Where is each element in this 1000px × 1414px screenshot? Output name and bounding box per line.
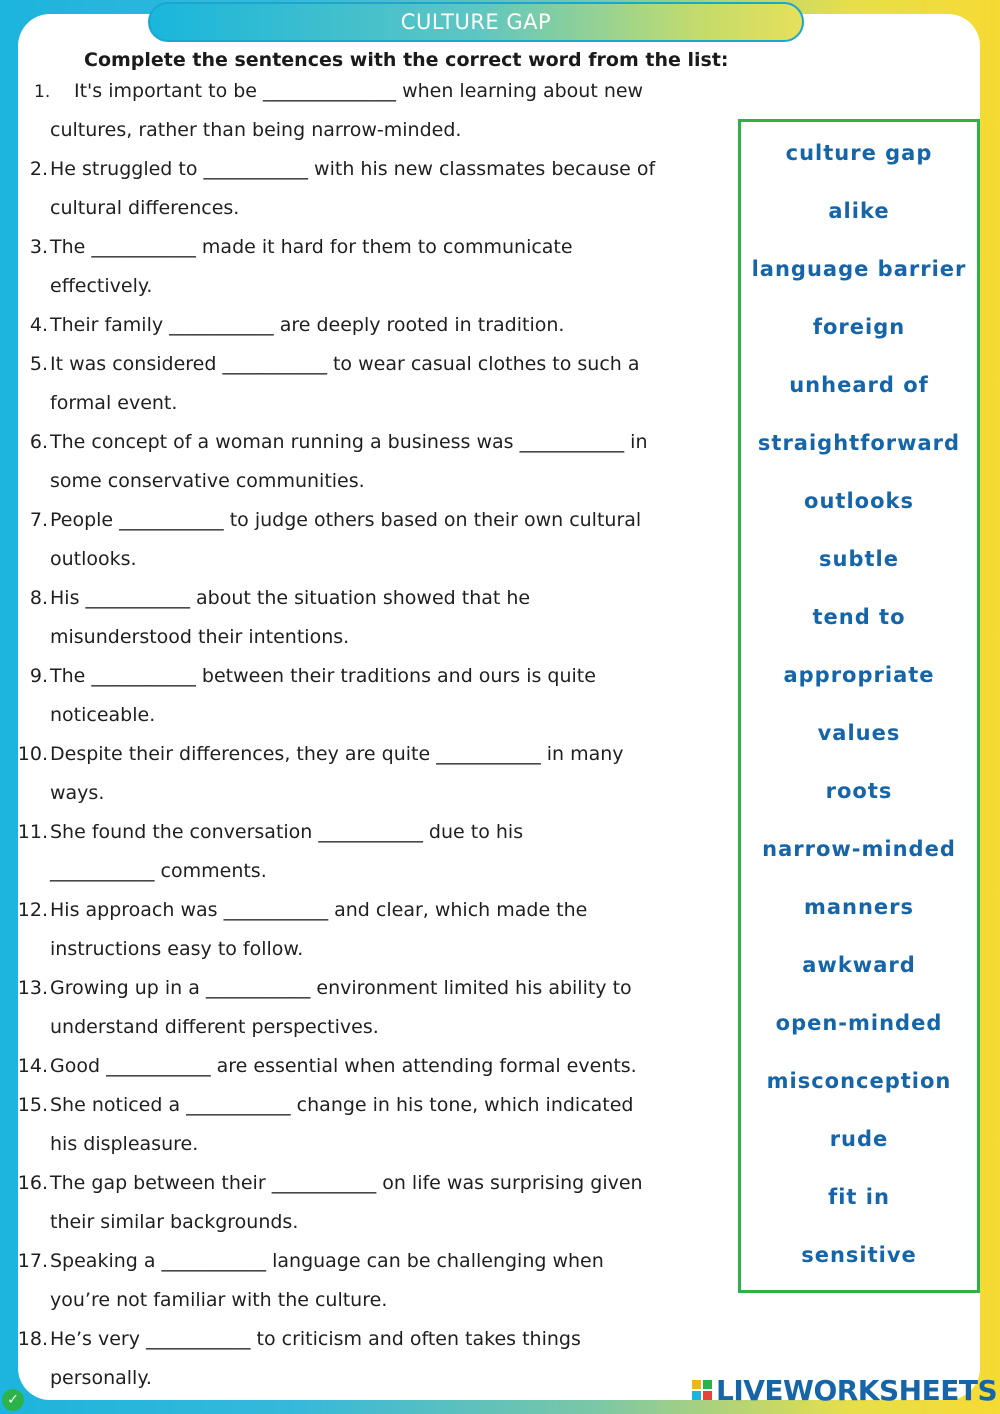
word-list-item: subtle bbox=[819, 547, 899, 571]
word-list-item: misconception bbox=[766, 1069, 952, 1093]
question-item bbox=[0, 821, 740, 899]
question-number: 16. bbox=[17, 1172, 48, 1194]
question-item bbox=[0, 80, 740, 158]
question-number: 15. bbox=[17, 1094, 48, 1116]
question-text-line1: The concept of a woman running a business was ___________ in bbox=[50, 431, 648, 453]
question-item bbox=[0, 509, 740, 587]
question-number: 5. bbox=[29, 353, 48, 375]
question-item bbox=[0, 1055, 740, 1094]
word-list-item: unheard of bbox=[789, 373, 929, 397]
question-text-line2: understand different perspectives. bbox=[50, 1016, 379, 1038]
question-number: 8. bbox=[29, 587, 48, 609]
word-list-item: sensitive bbox=[801, 1243, 917, 1267]
question-text-line2: cultural differences. bbox=[50, 197, 240, 219]
word-list-item: narrow-minded bbox=[762, 837, 956, 861]
worksheet-title: CULTURE GAP bbox=[148, 2, 804, 42]
question-number: 13. bbox=[17, 977, 48, 999]
question-text-line2: some conservative communities. bbox=[50, 470, 365, 492]
question-text-line1: She noticed a ___________ change in his tone, which indicated bbox=[50, 1094, 634, 1116]
question-text-line1: His approach was ___________ and clear, which made the bbox=[50, 899, 588, 921]
question-text-line1: His ___________ about the situation showed that he bbox=[50, 587, 531, 609]
question-item bbox=[0, 236, 740, 314]
logo-square bbox=[692, 1380, 701, 1389]
question-item bbox=[0, 1250, 740, 1328]
logo-squares-icon bbox=[692, 1380, 712, 1400]
word-list-item: values bbox=[817, 721, 901, 745]
question-number: 1. bbox=[34, 82, 51, 102]
question-text-line2: ways. bbox=[50, 782, 105, 804]
question-item bbox=[0, 158, 740, 236]
word-list-item: language barrier bbox=[751, 257, 967, 281]
question-number: 2. bbox=[29, 158, 48, 180]
question-item bbox=[0, 899, 740, 977]
question-text-line1: Their family ___________ are deeply rooted in tradition. bbox=[50, 314, 565, 336]
question-item bbox=[0, 665, 740, 743]
word-list-item: tend to bbox=[812, 605, 906, 629]
question-text-line2: noticeable. bbox=[50, 704, 156, 726]
question-number: 3. bbox=[29, 236, 48, 258]
word-list-item: manners bbox=[803, 895, 915, 919]
question-text-line1: People ___________ to judge others based on their own cultural bbox=[50, 509, 642, 531]
logo-text: LIVEWORKSHEETS bbox=[716, 1373, 998, 1407]
question-item bbox=[0, 977, 740, 1055]
question-text-line2: you’re not familiar with the culture. bbox=[50, 1289, 388, 1311]
question-item bbox=[0, 353, 740, 431]
word-list-item: outlooks bbox=[804, 489, 914, 513]
question-text-line1: He’s very ___________ to criticism and often takes things bbox=[50, 1328, 581, 1350]
question-text-line2: ___________ comments. bbox=[50, 860, 267, 882]
question-number: 12. bbox=[17, 899, 48, 921]
question-number: 4. bbox=[29, 314, 48, 336]
question-text-line1: The ___________ made it hard for them to communicate bbox=[50, 236, 573, 258]
question-text-line2: formal event. bbox=[50, 392, 178, 414]
check-icon[interactable]: ✓ bbox=[2, 1389, 24, 1411]
word-list-item: open-minded bbox=[775, 1011, 943, 1035]
word-list-item: alike bbox=[828, 199, 890, 223]
question-text-line1: It was considered ___________ to wear casual clothes to such a bbox=[50, 353, 640, 375]
question-text-line2: instructions easy to follow. bbox=[50, 938, 304, 960]
word-list-item: culture gap bbox=[785, 141, 933, 165]
question-item bbox=[0, 1172, 740, 1250]
question-text-line1: It's important to be ______________ when learning about new bbox=[74, 80, 644, 102]
question-text-line2: outlooks. bbox=[50, 548, 137, 570]
question-number: 9. bbox=[29, 665, 48, 687]
question-item bbox=[0, 1328, 740, 1406]
question-text-line1: The ___________ between their traditions and ours is quite bbox=[50, 665, 596, 687]
question-number: 17. bbox=[17, 1250, 48, 1272]
question-text-line2: his displeasure. bbox=[50, 1133, 199, 1155]
question-item bbox=[0, 587, 740, 665]
logo-square bbox=[692, 1391, 701, 1400]
word-list-item: straightforward bbox=[757, 431, 961, 455]
logo-square bbox=[703, 1391, 712, 1400]
liveworksheets-logo[interactable] bbox=[692, 1372, 997, 1408]
question-text-line2: personally. bbox=[50, 1367, 152, 1389]
word-list-item: fit in bbox=[828, 1185, 890, 1209]
logo-square bbox=[703, 1380, 712, 1389]
question-number: 10. bbox=[17, 743, 48, 765]
question-item bbox=[0, 314, 740, 353]
question-text-line1: He struggled to ___________ with his new classmates because of bbox=[50, 158, 656, 180]
question-text-line1: Growing up in a ___________ environment limited his ability to bbox=[50, 977, 632, 999]
question-number: 18. bbox=[17, 1328, 48, 1350]
question-item bbox=[0, 743, 740, 821]
word-list-box bbox=[738, 119, 980, 1293]
question-text-line2: cultures, rather than being narrow-minded. bbox=[50, 119, 462, 141]
question-number: 11. bbox=[17, 821, 48, 843]
question-text-line1: Good ___________ are essential when attending formal events. bbox=[50, 1055, 637, 1077]
question-item bbox=[0, 431, 740, 509]
word-list-item: foreign bbox=[812, 315, 906, 339]
question-number: 7. bbox=[29, 509, 48, 531]
question-item bbox=[0, 1094, 740, 1172]
question-text-line1: Despite their differences, they are quite ___________ in many bbox=[50, 743, 624, 765]
word-list-item: appropriate bbox=[783, 663, 935, 687]
word-list-item: roots bbox=[825, 779, 893, 803]
question-text-line2: effectively. bbox=[50, 275, 153, 297]
question-text-line2: their similar backgrounds. bbox=[50, 1211, 299, 1233]
question-number: 6. bbox=[29, 431, 48, 453]
question-number: 14. bbox=[17, 1055, 48, 1077]
question-text-line2: misunderstood their intentions. bbox=[50, 626, 350, 648]
word-list-item: awkward bbox=[802, 953, 916, 977]
question-text-line1: Speaking a ___________ language can be challenging when bbox=[50, 1250, 604, 1272]
instruction-text: Complete the sentences with the correct word from the list: bbox=[84, 49, 729, 71]
question-text-line1: The gap between their ___________ on life was surprising given bbox=[50, 1172, 643, 1194]
question-text-line1: She found the conversation ___________ due to his bbox=[50, 821, 524, 843]
word-list-item: rude bbox=[829, 1127, 889, 1151]
